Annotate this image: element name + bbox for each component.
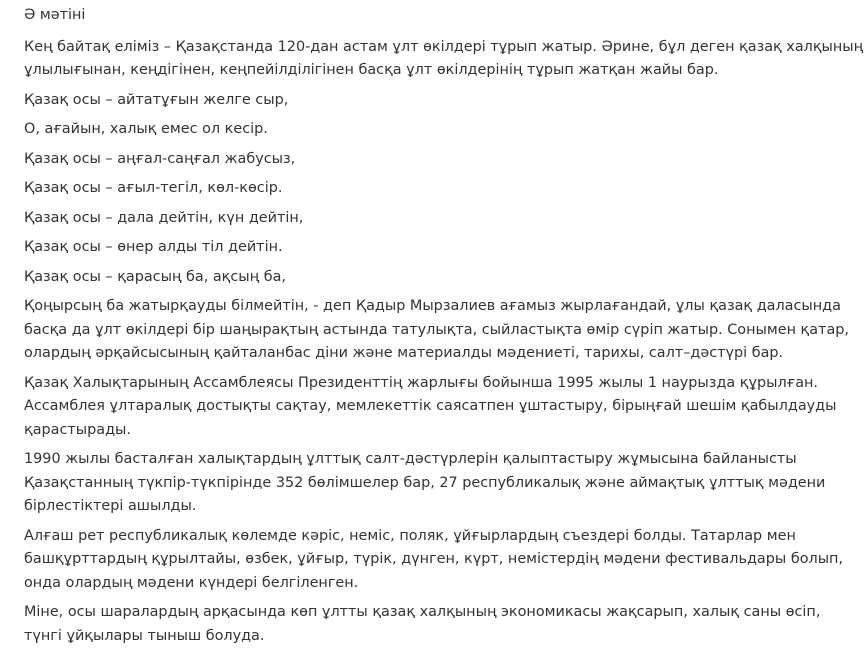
document-body bbox=[24, 4, 864, 654]
paragraph-line: басқа да ұлт өкілдері бір шаңырақтың астында татулықта, сыйластықта өмір сүріп жатыр. Сонымен қатар, bbox=[24, 321, 849, 338]
paragraph-line: Қоңырсың ба жатырқауды білмейтін, - деп Қадыр Мырзалиев ағамыз жырлағандай, ұлы қазақ даласында bbox=[24, 298, 841, 314]
poem-line-4 bbox=[24, 177, 864, 201]
paragraph-line: түнгі ұйқылары тыныш болуда. bbox=[24, 627, 265, 644]
poem-line-7 bbox=[24, 266, 864, 290]
paragraph-line: О, ағайын, халық емес ол кесір. bbox=[24, 121, 268, 137]
poem-line-5 bbox=[24, 207, 864, 231]
paragraph-line: Қазақстанның түкпір-түкпірінде 352 бөлімшелер бар, 27 республикалық және аймақтық ұлттық мәдени bbox=[24, 474, 826, 491]
paragraph-line: ұлылығынан, кеңдігінен, кеңпейілділігінен басқа ұлт өкілдерінің тұрып жатқан жайы бар. bbox=[24, 62, 719, 78]
poem-line-3 bbox=[24, 148, 864, 172]
poem-line-1 bbox=[24, 89, 864, 113]
paragraph-line: Қазақ осы – қарасың ба, ақсың ба, bbox=[24, 268, 286, 285]
poem-line-6 bbox=[24, 236, 864, 260]
paragraph-line: Кең байтақ еліміз – Қазақстанда 120-дан астам ұлт өкілдері тұрып жатыр. Әрине, бұл деген қазақ халқының bbox=[24, 38, 864, 55]
document-title: Ә мәтіні bbox=[24, 7, 86, 23]
paragraph-line: Алғаш рет республикалық көлемде кәріс, неміс, поляк, ұйғырлардың съездері болды. Татарлар мен bbox=[24, 527, 796, 544]
paragraph-3 bbox=[24, 372, 864, 443]
paragraph-line: онда олардың мәдени күндері белгіленген. bbox=[24, 574, 359, 591]
paragraph-line: Міне, осы шаралардың арқасында көп ұлтты қазақ халқының экономикасы жақсарып, халық саны өсіп, bbox=[24, 604, 821, 620]
paragraph-4 bbox=[24, 448, 864, 519]
paragraph-line: Қазақ осы – айтатұғын желге сыр, bbox=[24, 91, 289, 108]
paragraph-line: Қазақ осы – ағыл-тегіл, көл-көсір. bbox=[24, 180, 283, 196]
paragraph-line: 1990 жылы басталған халықтардың ұлттық салт-дәстүрлерін қалыптастыру жұмысына байланысты bbox=[24, 451, 797, 467]
paragraph-1 bbox=[24, 36, 864, 83]
paragraph-2 bbox=[24, 295, 864, 366]
paragraph-5 bbox=[24, 525, 864, 596]
paragraph-line: қарастырады. bbox=[24, 421, 131, 438]
paragraph-line: башқұрттардың құрылтайы, өзбек, ұйғыр, түрік, дүнген, күрт, немістердің мәдени фестивальдары болып, bbox=[24, 551, 844, 567]
paragraph-line: Ассамблея ұлтаралық достықты сақтау, мемлекеттік саясатпен ұштастыру, бірыңғай шешім қабылдауды bbox=[24, 398, 837, 414]
paragraph-line: Қазақ осы – дала дейтін, күн дейтін, bbox=[24, 209, 304, 226]
paragraph-line: олардың әрқайсысының қайталанбас діни және материалды мәдениеті, тарихы, салт–дәстүрі бар. bbox=[24, 345, 784, 361]
paragraph-line: Қазақ осы – өнер алды тіл дейтін. bbox=[24, 239, 283, 255]
paragraph-line: Қазақ осы – аңғал-саңғал жабусыз, bbox=[24, 150, 296, 167]
paragraph-line: бірлестіктері ашылды. bbox=[24, 498, 197, 514]
paragraph-line: Қазақ Халықтарының Ассамблеясы Президенттің жарлығы бойынша 1995 жылы 1 наурызда құрылған. bbox=[24, 374, 818, 391]
poem-line-2 bbox=[24, 118, 864, 142]
paragraph-6 bbox=[24, 601, 864, 648]
